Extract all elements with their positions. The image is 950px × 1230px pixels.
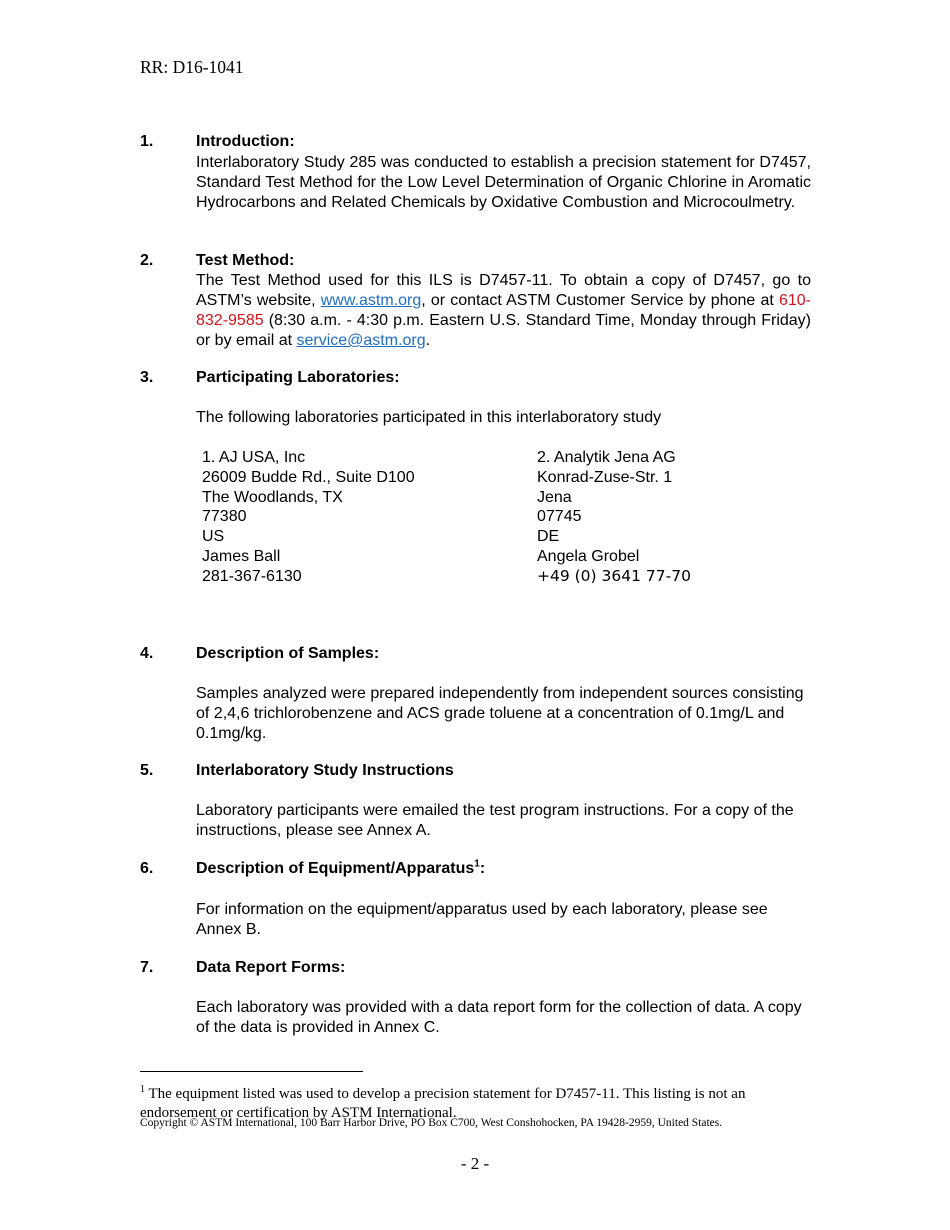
footnote-marker: 1: [140, 1084, 145, 1095]
lab-street: 26009 Budde Rd., Suite D100: [202, 468, 415, 486]
section-heading-equipment: Description of Equipment/Apparatus$^1$:: [196, 858, 486, 877]
section-number: 5.: [140, 762, 154, 779]
section-number: 3.: [140, 369, 154, 386]
lab-name: 1. AJ USA, Inc: [202, 449, 306, 466]
section-heading-instructions: Interlaboratory Study Instructions: [196, 762, 454, 779]
lab-country: US: [202, 528, 225, 546]
section-heading-test-method: Test Method:: [196, 252, 295, 269]
copyright-notice: Copyright © ASTM International, 100 Barr Harbor Drive, PO Box C700, West Conshohocken, PA 19428-2959, United States.: [140, 1117, 723, 1129]
section-heading-participating-labs: Participating Laboratories:: [196, 369, 400, 386]
test-method-text: The Test Method used for this ILS is D7457-11. To obtain a copy of D7457, go to ASTM’s website, www.astm.org, or contact ASTM Customer Service by phone at 610-832-9585 (8:30 a.m. - 4:30 p.m. Eastern U.S. Standard Time, Monday through Friday) or by email at service@astm.org.: [196, 272, 812, 349]
lab-city: The Woodlands, TX: [202, 488, 343, 506]
lab-phone: +49 (0) 3641 77-70: [537, 566, 691, 585]
section-heading-data-report: Data Report Forms:: [196, 959, 346, 976]
labs-intro-text: The following laboratories participated in this interlaboratory study: [196, 409, 662, 426]
section-number: 6.: [140, 860, 154, 877]
customer-service-phone: 610-832-9585: [196, 292, 812, 329]
lab-city: Jena: [537, 488, 572, 506]
section-heading-samples: Description of Samples:: [196, 645, 380, 662]
lab-entry-1: [202, 448, 415, 587]
instructions-text: Laboratory participants were emailed the test program instructions. For a copy of the instructions, please see Annex A.: [196, 802, 794, 839]
footnote: $^1$ The equipment listed was used to develop a precision statement for D7457-11. This listing is not an endorsement or certification by ASTM International.: [140, 1084, 746, 1121]
section-number: 7.: [140, 959, 154, 976]
lab-postal: 07745: [537, 508, 582, 526]
lab-postal: 77380: [202, 508, 247, 526]
section-number: 4.: [140, 645, 154, 662]
section-number: 1.: [140, 133, 154, 150]
page-number: - 2 -: [460, 1154, 490, 1173]
lab-country: DE: [537, 528, 560, 546]
data-report-text: Each laboratory was provided with a data report form for the collection of data. A copy of the data is provided in Annex C.: [196, 999, 802, 1036]
footnote-reference: 1: [474, 858, 480, 870]
lab-street: Konrad-Zuse-Str. 1: [537, 468, 673, 486]
service-email-link[interactable]: service@astm.org: [296, 332, 426, 349]
section-heading-introduction: Introduction:: [196, 133, 295, 150]
document-id: RR: D16-1041: [140, 57, 244, 77]
lab-contact: Angela Grobel: [537, 547, 640, 565]
introduction-text: Interlaboratory Study 285 was conducted to establish a precision statement for D7457, Standard Test Method for the Low Level Determination of Organic Chlorine in Aromatic Hydrocarbons and Related Chemicals by Oxidative Combustion and Microcoulmetry.: [196, 154, 811, 211]
lab-entry-2: [537, 448, 691, 587]
samples-text: Samples analyzed were prepared independently from independent sources consisting of 2,4,6 trichlorobenzene and ACS grade toluene at a concentration of 0.1mg/L and 0.1mg/kg.: [196, 685, 804, 742]
equipment-text: For information on the equipment/apparatus used by each laboratory, please see Annex B.: [196, 901, 768, 938]
lab-phone: 281-367-6130: [202, 567, 302, 585]
lab-name: 2. Analytik Jena AG: [537, 449, 676, 466]
section-number: 2.: [140, 252, 154, 269]
astm-website-link[interactable]: www.astm.org: [320, 292, 422, 309]
footnote-divider: [140, 1071, 363, 1072]
lab-contact: James Ball: [202, 547, 281, 565]
